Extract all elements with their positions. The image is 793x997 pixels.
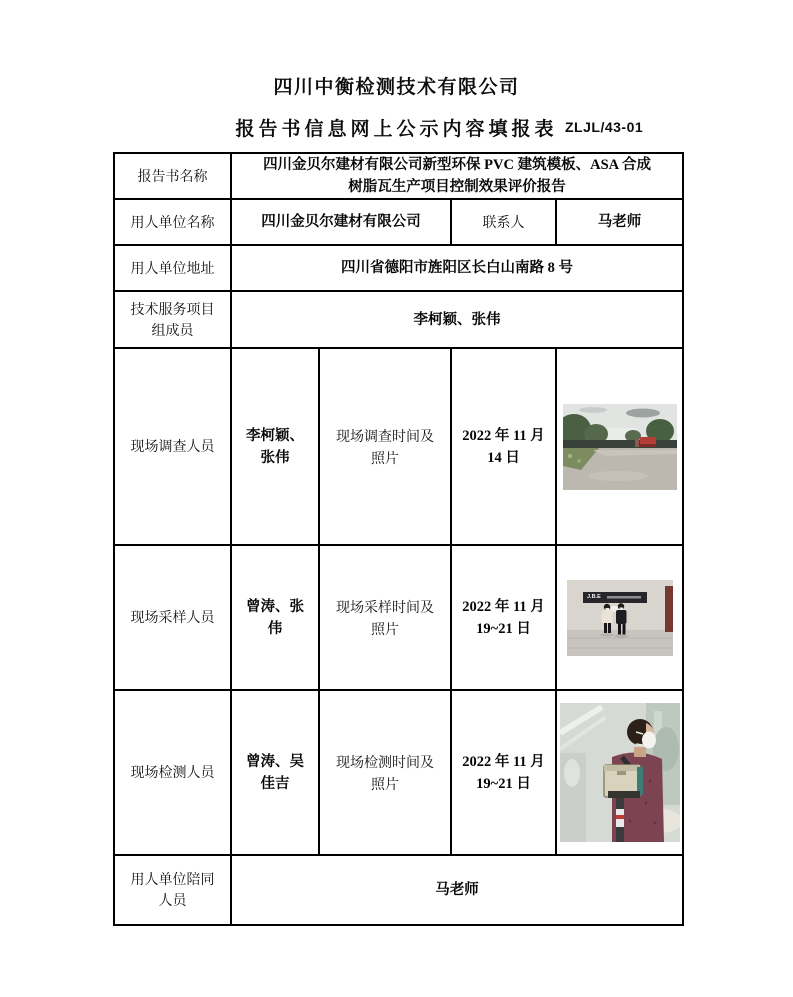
escort-row <box>114 855 683 925</box>
site-survey-time-label: 现场调查时间及照片 <box>319 348 451 545</box>
site-testing-label: 现场检测人员 <box>114 690 231 855</box>
site-survey-names: 李柯颖、张伟 <box>231 348 319 545</box>
site-testing-names: 曾涛、吴佳吉 <box>231 690 319 855</box>
escort-value: 马老师 <box>231 855 683 925</box>
contact-label: 联系人 <box>451 199 556 245</box>
team-members-label: 技术服务项目组成员 <box>114 291 231 348</box>
site-sampling-photo-cell <box>556 545 683 690</box>
site-testing-photo <box>560 703 680 842</box>
site-survey-time: 2022 年 11 月 14 日 <box>451 348 556 545</box>
site-survey-label: 现场调查人员 <box>114 348 231 545</box>
employer-name-label: 用人单位名称 <box>114 199 231 245</box>
report-name-value: 四川金贝尔建材有限公司新型环保 PVC 建筑模板、ASA 合成树脂瓦生产项目控制效果评价报告 <box>231 153 683 199</box>
report-name-row <box>114 153 683 199</box>
site-sampling-label: 现场采样人员 <box>114 545 231 690</box>
site-sampling-photo <box>567 580 673 656</box>
employer-address-value: 四川省德阳市旌阳区长白山南路 8 号 <box>231 245 683 291</box>
escort-label: 用人单位陪同人员 <box>114 855 231 925</box>
employer-name-row <box>114 199 683 245</box>
employer-address-row <box>114 245 683 291</box>
team-members-value: 李柯颖、张伟 <box>231 291 683 348</box>
site-sampling-names: 曾涛、张伟 <box>231 545 319 690</box>
svg-text:J.B.E: J.B.E <box>586 593 601 600</box>
contact-name: 马老师 <box>556 199 683 245</box>
site-sampling-time-label: 现场采样时间及照片 <box>319 545 451 690</box>
site-testing-row <box>114 690 683 855</box>
employer-address-label: 用人单位地址 <box>114 245 231 291</box>
form-title: 报告书信息网上公示内容填报表 <box>235 119 558 140</box>
report-name-label: 报告书名称 <box>114 153 231 199</box>
team-members-row <box>114 291 683 348</box>
report-info-table <box>113 152 684 926</box>
company-title: 四川中衡检测技术有限公司 <box>273 77 520 98</box>
site-survey-row <box>114 348 683 545</box>
site-sampling-row <box>114 545 683 690</box>
site-survey-photo-cell <box>556 348 683 545</box>
site-survey-photo <box>563 404 677 490</box>
form-code: ZLJL/43-01 <box>565 119 644 135</box>
employer-name-value: 四川金贝尔建材有限公司 <box>231 199 451 245</box>
site-testing-time: 2022 年 11 月 19~21 日 <box>451 690 556 855</box>
site-testing-time-label: 现场检测时间及照片 <box>319 690 451 855</box>
site-sampling-time: 2022 年 11 月 19~21 日 <box>451 545 556 690</box>
site-testing-photo-cell <box>556 690 683 855</box>
